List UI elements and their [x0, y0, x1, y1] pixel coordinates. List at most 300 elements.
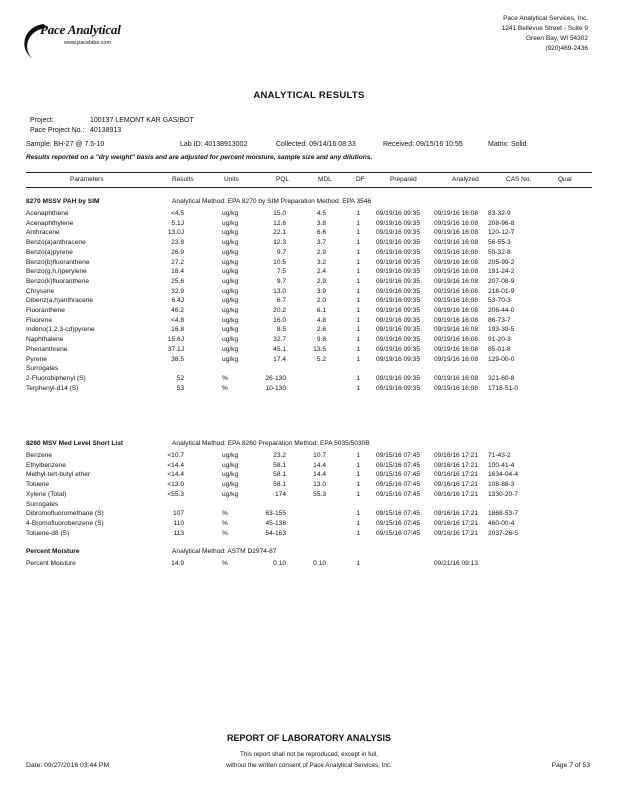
table-cell: 1	[356, 248, 360, 256]
table-cell: 09/19/16 09:35	[376, 268, 420, 276]
table-cell: 26-130	[265, 374, 286, 382]
table-cell: 1868-53-7	[488, 510, 519, 518]
table-cell: %	[222, 510, 228, 518]
table-cell: 09/19/16 09:35	[376, 374, 420, 382]
table-cell: 4.5	[316, 210, 326, 217]
table-cell: 1	[356, 326, 360, 334]
table-cell: 09/16/16 17:21	[434, 452, 478, 459]
table-cell: 09/19/16 16:08	[434, 219, 478, 227]
section-title-text: 8260 MSV Med Level Short List	[26, 440, 124, 447]
table-row	[26, 278, 592, 288]
table-cell: ug/kg	[222, 229, 239, 237]
table-cell: 09/19/16 16:08	[434, 307, 478, 314]
section-method-text: Analytical Method: ASTM D2974-87	[172, 548, 277, 555]
col-cas: CAS No.	[506, 176, 532, 183]
table-cell: 09/21/16 09:13	[434, 560, 478, 567]
table-cell: %	[222, 560, 228, 567]
table-cell: Indeno(1,2,3-cd)pyrene	[26, 326, 95, 334]
table-cell: 1	[356, 229, 360, 237]
table-row	[26, 288, 592, 298]
table-row	[26, 471, 592, 481]
pace-logo	[14, 18, 134, 60]
table-cell: 120-12-7	[488, 229, 515, 237]
table-cell: 13.0J	[167, 229, 184, 237]
surrogates-label-text: Surrogates	[26, 365, 59, 373]
table-cell: 09/16/16 17:21	[434, 510, 478, 518]
table-cell: 09/19/16 16:08	[434, 326, 478, 334]
table-cell: 108-88-3	[488, 481, 515, 489]
table-cell: Phenanthrene	[26, 345, 68, 353]
table-row	[26, 307, 592, 317]
table-cell: 4-Bromofluorobenzene (S)	[26, 519, 104, 527]
table-cell: 6.7	[276, 297, 286, 305]
table-cell: 14.9	[171, 560, 184, 567]
table-cell: 09/19/16 09:35	[376, 287, 420, 295]
table-cell: 1	[356, 345, 360, 353]
footer-note-line: without the written consent of Pace Analytical Services, Inc.	[226, 762, 392, 769]
table-row	[26, 239, 592, 249]
col-df: DF	[356, 176, 365, 183]
table-cell: 208-96-8	[488, 219, 515, 227]
table-cell: 09/15/16 07:45	[376, 529, 420, 537]
table-cell: ug/kg	[222, 268, 239, 276]
table-cell: Percent Moisture	[26, 560, 76, 567]
table-cell: Acenaphthylene	[26, 219, 74, 227]
footer-note-line: This report shall not be reproduced, except in full,	[240, 751, 378, 758]
table-cell: 9.8	[316, 336, 326, 344]
table-cell: <4.5	[170, 210, 184, 217]
table-row	[26, 317, 592, 327]
section-title-text: 8270 MSSV PAH by SIM	[26, 198, 100, 205]
table-cell: Benzo(a)pyrene	[26, 248, 73, 256]
table-cell: 2037-26-5	[488, 529, 519, 537]
table-cell: 1	[356, 219, 360, 227]
col-prepared: Prepared	[390, 176, 417, 183]
table-cell: <14.4	[167, 471, 184, 479]
table-cell: 45-138	[265, 519, 286, 527]
footer-title: REPORT OF LABORATORY ANALYSIS	[226, 733, 392, 743]
table-cell: 100-41-4	[488, 461, 515, 469]
section-title-text: Percent Moisture	[26, 548, 80, 555]
table-cell: 09/19/16 09:35	[376, 277, 420, 285]
table-cell: 09/15/16 07:45	[376, 510, 420, 518]
table-cell: 0.10	[273, 560, 286, 567]
table-cell: 3.9	[316, 287, 326, 295]
table-cell: 09/19/16 09:35	[376, 384, 420, 392]
table-cell: 1	[356, 316, 360, 324]
col-results: Results	[172, 176, 194, 183]
table-cell: 09/19/16 16:08	[434, 248, 478, 256]
table-cell: Terphenyl-d14 (S)	[26, 384, 79, 392]
table-cell: 09/19/16 16:08	[434, 384, 478, 392]
table-cell: 09/19/16 16:08	[434, 336, 478, 344]
table-cell: 32.7	[273, 336, 286, 344]
table-cell: 09/19/16 09:35	[376, 336, 420, 344]
table-cell: 09/19/16 16:08	[434, 297, 478, 305]
table-cell: 1	[356, 287, 360, 295]
table-cell: 09/16/16 17:21	[434, 529, 478, 537]
page-number: Page 7 of 53	[551, 762, 590, 769]
table-cell: 113	[173, 529, 184, 537]
table-row	[26, 249, 592, 259]
table-cell: 3.7	[316, 239, 326, 247]
table-cell: 15.6J	[167, 336, 184, 344]
table-cell: 7.5	[276, 268, 286, 276]
surrogate-row	[26, 520, 592, 530]
table-cell: Ethylbenzene	[26, 461, 66, 469]
table-cell: ug/kg	[222, 461, 239, 469]
table-cell: 2-Fluorobiphenyl (S)	[26, 374, 86, 382]
surrogate-row	[26, 530, 592, 540]
table-cell: 58.1	[273, 481, 286, 489]
table-cell: 1634-04-4	[488, 471, 519, 479]
table-cell: <4.8	[170, 316, 184, 324]
table-cell: 09/19/16 09:35	[376, 258, 420, 266]
table-row	[26, 481, 592, 491]
table-cell: 1	[356, 519, 360, 527]
table-cell: <10.7	[167, 452, 184, 459]
table-cell: 09/19/16 16:08	[434, 268, 478, 276]
table-cell: 6.4J	[171, 297, 184, 305]
table-cell: 09/19/16 09:35	[376, 316, 420, 324]
table-cell: Benzene	[26, 452, 53, 459]
table-row	[26, 336, 592, 346]
company-line: 1241 Bellevue Street - Suite 9	[501, 25, 588, 32]
table-cell: 5.1J	[171, 219, 184, 227]
table-cell: <14.4	[167, 461, 184, 469]
table-cell: 09/19/16 16:08	[434, 316, 478, 324]
table-row	[26, 229, 592, 239]
table-cell: ug/kg	[222, 336, 239, 344]
table-cell: Pyrene	[26, 355, 47, 363]
table-cell: ug/kg	[222, 219, 239, 227]
table-cell: Benzo(k)fluoranthene	[26, 277, 90, 285]
table-cell: Benzo(a)anthracene	[26, 239, 86, 247]
table-cell: 09/15/16 07:45	[376, 471, 420, 479]
lab-id: Lab ID: 40138913002	[180, 141, 248, 148]
table-cell: 4.8	[316, 316, 326, 324]
table-cell: Acenaphthene	[26, 210, 69, 217]
table-cell: 1	[356, 471, 360, 479]
table-cell: 25.6	[171, 277, 184, 285]
table-cell: 1	[356, 336, 360, 344]
table-cell: 18.4	[171, 268, 184, 276]
table-cell: 14.4	[313, 461, 326, 469]
table-cell: 09/19/16 16:08	[434, 355, 478, 363]
table-cell: 9.7	[276, 248, 286, 256]
project-row	[30, 117, 194, 124]
table-cell: 218-01-9	[488, 287, 515, 295]
table-cell: 16.0	[273, 316, 286, 324]
table-cell: 10.7	[313, 452, 326, 459]
table-cell: 1	[356, 461, 360, 469]
table-cell: Toluene	[26, 481, 50, 489]
table-cell: ug/kg	[222, 287, 239, 295]
table-cell: 1	[356, 210, 360, 217]
table-cell: 09/19/16 16:08	[434, 229, 478, 237]
table-cell: 54-163	[265, 529, 286, 537]
pace-project-value: 40138913	[90, 127, 122, 134]
table-cell: 23.2	[273, 452, 286, 459]
table-cell: <13.0	[167, 481, 184, 489]
company-address	[502, 14, 588, 54]
table-cell: 09/16/16 17:21	[434, 481, 478, 489]
table-cell: 10.5	[273, 258, 286, 266]
table-cell: ug/kg	[222, 471, 239, 479]
table-cell: Benzo(b)fluoranthene	[26, 258, 90, 266]
table-cell: 10-130	[265, 384, 286, 392]
col-mdl: MDL	[318, 176, 332, 183]
table-cell: 55.3	[313, 490, 326, 498]
table-cell: 191-24-2	[488, 268, 515, 276]
dry-weight-note: Results reported on a "dry weight" basis and are adjusted for percent moisture, sample size and any dilutions.	[26, 154, 373, 161]
table-cell: 1	[356, 490, 360, 498]
table-cell: 09/19/16 16:08	[434, 210, 478, 217]
table-cell: ug/kg	[222, 452, 239, 459]
table-cell: 1	[356, 277, 360, 285]
table-cell: 3.8	[316, 219, 326, 227]
table-cell: 09/19/16 16:08	[434, 374, 478, 382]
section-method-text: Analytical Method: EPA 8260 Preparation Method: EPA 5035/5030B	[172, 440, 370, 447]
table-cell: Naphthalene	[26, 336, 64, 344]
table-cell: ug/kg	[222, 210, 239, 217]
table-cell: ug/kg	[222, 248, 239, 256]
table-cell: 13.5	[313, 345, 326, 353]
table-cell: 2.0	[316, 297, 326, 305]
table-cell: 09/19/16 09:35	[376, 355, 420, 363]
table-cell: 12.3	[273, 239, 286, 247]
table-cell: 09/19/16 09:35	[376, 307, 420, 314]
table-cell: 09/16/16 17:21	[434, 519, 478, 527]
table-cell: 3.2	[316, 258, 326, 266]
table-cell: 321-60-8	[488, 374, 515, 382]
table-cell: 09/19/16 16:08	[434, 239, 478, 247]
table-cell: 83-32-9	[488, 210, 511, 217]
table-cell: 38.5	[171, 355, 184, 363]
table-cell: 1	[356, 355, 360, 363]
table-cell: 09/19/16 09:35	[376, 210, 420, 217]
table-cell: 1	[356, 239, 360, 247]
table-cell: 09/16/16 17:21	[434, 461, 478, 469]
table-cell: 58.1	[273, 461, 286, 469]
table-cell: %	[222, 384, 228, 392]
table-row	[26, 491, 592, 501]
table-cell: 09/19/16 09:35	[376, 229, 420, 237]
table-row	[26, 452, 592, 462]
table-cell: 6.1	[316, 307, 326, 314]
table-cell: 2.6	[316, 326, 326, 334]
table-cell: ug/kg	[222, 355, 239, 363]
table-cell: 09/16/16 17:21	[434, 490, 478, 498]
table-cell: 1	[356, 560, 360, 567]
table-cell: 53	[176, 384, 184, 392]
logo-text: Pace Analytical	[40, 22, 121, 37]
table-cell: 2.9	[316, 248, 326, 256]
table-cell: Methyl-tert-butyl ether	[26, 471, 91, 479]
section-method-text: Analytical Method: EPA 8270 by SIM Preparation Method: EPA 3546	[172, 198, 372, 205]
table-cell: ug/kg	[222, 297, 239, 305]
table-cell: 46.2	[171, 307, 184, 314]
table-cell: ug/kg	[222, 316, 239, 324]
report-date: Date: 09/27/2016 03:44 PM	[26, 762, 110, 769]
table-cell: ug/kg	[222, 258, 239, 266]
table-cell: Benzo(g,h,i)perylene	[26, 268, 87, 276]
surrogates-label	[26, 365, 592, 375]
table-cell: 174	[274, 490, 286, 498]
table-cell: 1330-20-7	[488, 490, 519, 498]
company-line: (920)469-2436	[545, 45, 588, 52]
table-cell: 20.2	[273, 307, 286, 314]
table-cell: 53-70-3	[488, 297, 511, 305]
table-cell: 22.1	[273, 229, 286, 237]
page-title: ANALYTICAL RESULTS	[253, 90, 365, 101]
table-cell: 09/15/16 07:45	[376, 481, 420, 489]
sample-id: Sample: BH-27 @ 7.5-10	[26, 141, 105, 148]
table-cell: Fluorene	[26, 316, 53, 324]
company-line: Green Bay, WI 54302	[525, 35, 588, 42]
surrogate-row	[26, 385, 592, 395]
table-cell: 09/15/16 07:45	[376, 490, 420, 498]
surrogate-row	[26, 510, 592, 520]
table-cell: 110	[173, 519, 184, 527]
project-label: Project:	[30, 117, 54, 124]
table-cell: 14.4	[313, 471, 326, 479]
table-cell: 26.9	[171, 248, 184, 256]
table-cell: 09/19/16 09:35	[376, 326, 420, 334]
table-cell: ug/kg	[222, 326, 239, 334]
table-row	[26, 210, 592, 220]
table-cell: %	[222, 519, 228, 527]
table-cell: 71-43-2	[488, 452, 511, 459]
table-cell: 0.10	[313, 560, 326, 567]
table-cell: 09/19/16 16:08	[434, 345, 478, 353]
table-cell: 85-01-8	[488, 345, 511, 353]
table-cell: 1	[356, 297, 360, 305]
table-cell: 13.0	[273, 287, 286, 295]
table-cell: ug/kg	[222, 345, 239, 353]
matrix: Matrix: Solid	[488, 141, 527, 148]
table-cell: 13.0	[313, 481, 326, 489]
table-cell: 129-00-0	[488, 355, 515, 363]
table-cell: 205-99-2	[488, 258, 515, 266]
table-cell: 09/19/16 16:08	[434, 258, 478, 266]
col-pql: PQL	[276, 176, 290, 183]
table-cell: 09/19/16 09:35	[376, 219, 420, 227]
table-cell: 1	[356, 374, 360, 382]
table-header	[26, 172, 592, 188]
col-analyzed: Analyzed	[452, 176, 479, 183]
table-cell: Xylene (Total)	[26, 490, 67, 498]
table-cell: 09/19/16 09:35	[376, 297, 420, 305]
table-cell: %	[222, 529, 228, 537]
table-row	[26, 268, 592, 278]
table-cell: 32.9	[171, 287, 184, 295]
table-row	[26, 259, 592, 269]
table-cell: 1	[356, 452, 360, 459]
table-cell: 23.8	[171, 239, 184, 247]
table-cell: 86-73-7	[488, 316, 511, 324]
table-cell: 52	[176, 374, 184, 382]
table-cell: ug/kg	[222, 239, 239, 247]
table-cell: 45.1	[273, 345, 286, 353]
col-qual: Qual	[558, 176, 572, 183]
table-row	[26, 560, 592, 570]
table-cell: 09/19/16 09:35	[376, 345, 420, 353]
table-cell: 09/15/16 07:45	[376, 452, 420, 459]
table-row	[26, 346, 592, 356]
table-cell: 1	[356, 384, 360, 392]
table-cell: 5.2	[316, 355, 326, 363]
surrogates-label-text: Surrogates	[26, 500, 59, 508]
table-cell: 207-08-9	[488, 277, 515, 285]
table-cell: 27.2	[171, 258, 184, 266]
table-cell: 09/19/16 09:35	[376, 248, 420, 256]
table-cell: 9.7	[276, 277, 286, 285]
table-cell: 1	[356, 529, 360, 537]
table-cell: Fluoranthene	[26, 307, 65, 314]
table-cell: 1	[356, 268, 360, 276]
project-value: 100137 LEMONT KAR GAS/BOT	[90, 117, 194, 124]
table-cell: 09/16/16 17:21	[434, 471, 478, 479]
table-cell: 6.6	[316, 229, 326, 237]
section-method	[26, 440, 592, 450]
table-cell: Toluene-d8 (S)	[26, 529, 70, 537]
table-cell: 09/15/16 07:45	[376, 461, 420, 469]
table-cell: 2.9	[316, 277, 326, 285]
section-method	[26, 548, 592, 558]
table-cell: 206-44-0	[488, 307, 515, 314]
pace-project-row	[30, 127, 122, 134]
table-cell: ug/kg	[222, 481, 239, 489]
table-row	[26, 462, 592, 472]
table-cell: 1718-51-0	[488, 384, 519, 392]
surrogate-row	[26, 375, 592, 385]
table-cell: ug/kg	[222, 277, 239, 285]
table-cell: 15.0	[273, 210, 286, 217]
collected: Collected: 09/14/16 08:33	[276, 141, 356, 148]
table-cell: 2.4	[316, 268, 326, 276]
table-cell: 91-20-3	[488, 336, 511, 344]
table-cell: 8.5	[276, 326, 286, 334]
table-cell: 1	[356, 307, 360, 314]
table-cell: 50-32-8	[488, 248, 511, 256]
table-cell: 16.8	[171, 326, 184, 334]
table-cell: 09/15/16 07:45	[376, 519, 420, 527]
table-cell: 58.1	[273, 471, 286, 479]
logo-url: www.pacelabs.com	[64, 40, 112, 46]
table-cell: Dibenz(a,h)anthracene	[26, 297, 94, 305]
section-method	[26, 198, 592, 208]
table-cell: 12.6	[273, 219, 286, 227]
table-cell: 107	[172, 510, 184, 518]
table-row	[26, 326, 592, 336]
table-row	[26, 356, 592, 366]
table-cell: 56-55-3	[488, 239, 511, 247]
table-cell: ug/kg	[222, 490, 239, 498]
table-row	[26, 297, 592, 307]
col-parameters: Parameters	[70, 176, 104, 183]
surrogates-label	[26, 501, 592, 511]
table-cell: 09/19/16 16:08	[434, 287, 478, 295]
table-cell: Dibromofluoromethane (S)	[26, 510, 104, 518]
table-cell: ug/kg	[222, 307, 239, 314]
table-cell: 1	[356, 510, 360, 518]
table-row	[26, 220, 592, 230]
table-cell: 193-39-5	[488, 326, 515, 334]
table-cell: 09/19/16 16:08	[434, 277, 478, 285]
pace-project-label: Pace Project No.:	[30, 127, 85, 134]
col-units: Units	[224, 176, 239, 183]
